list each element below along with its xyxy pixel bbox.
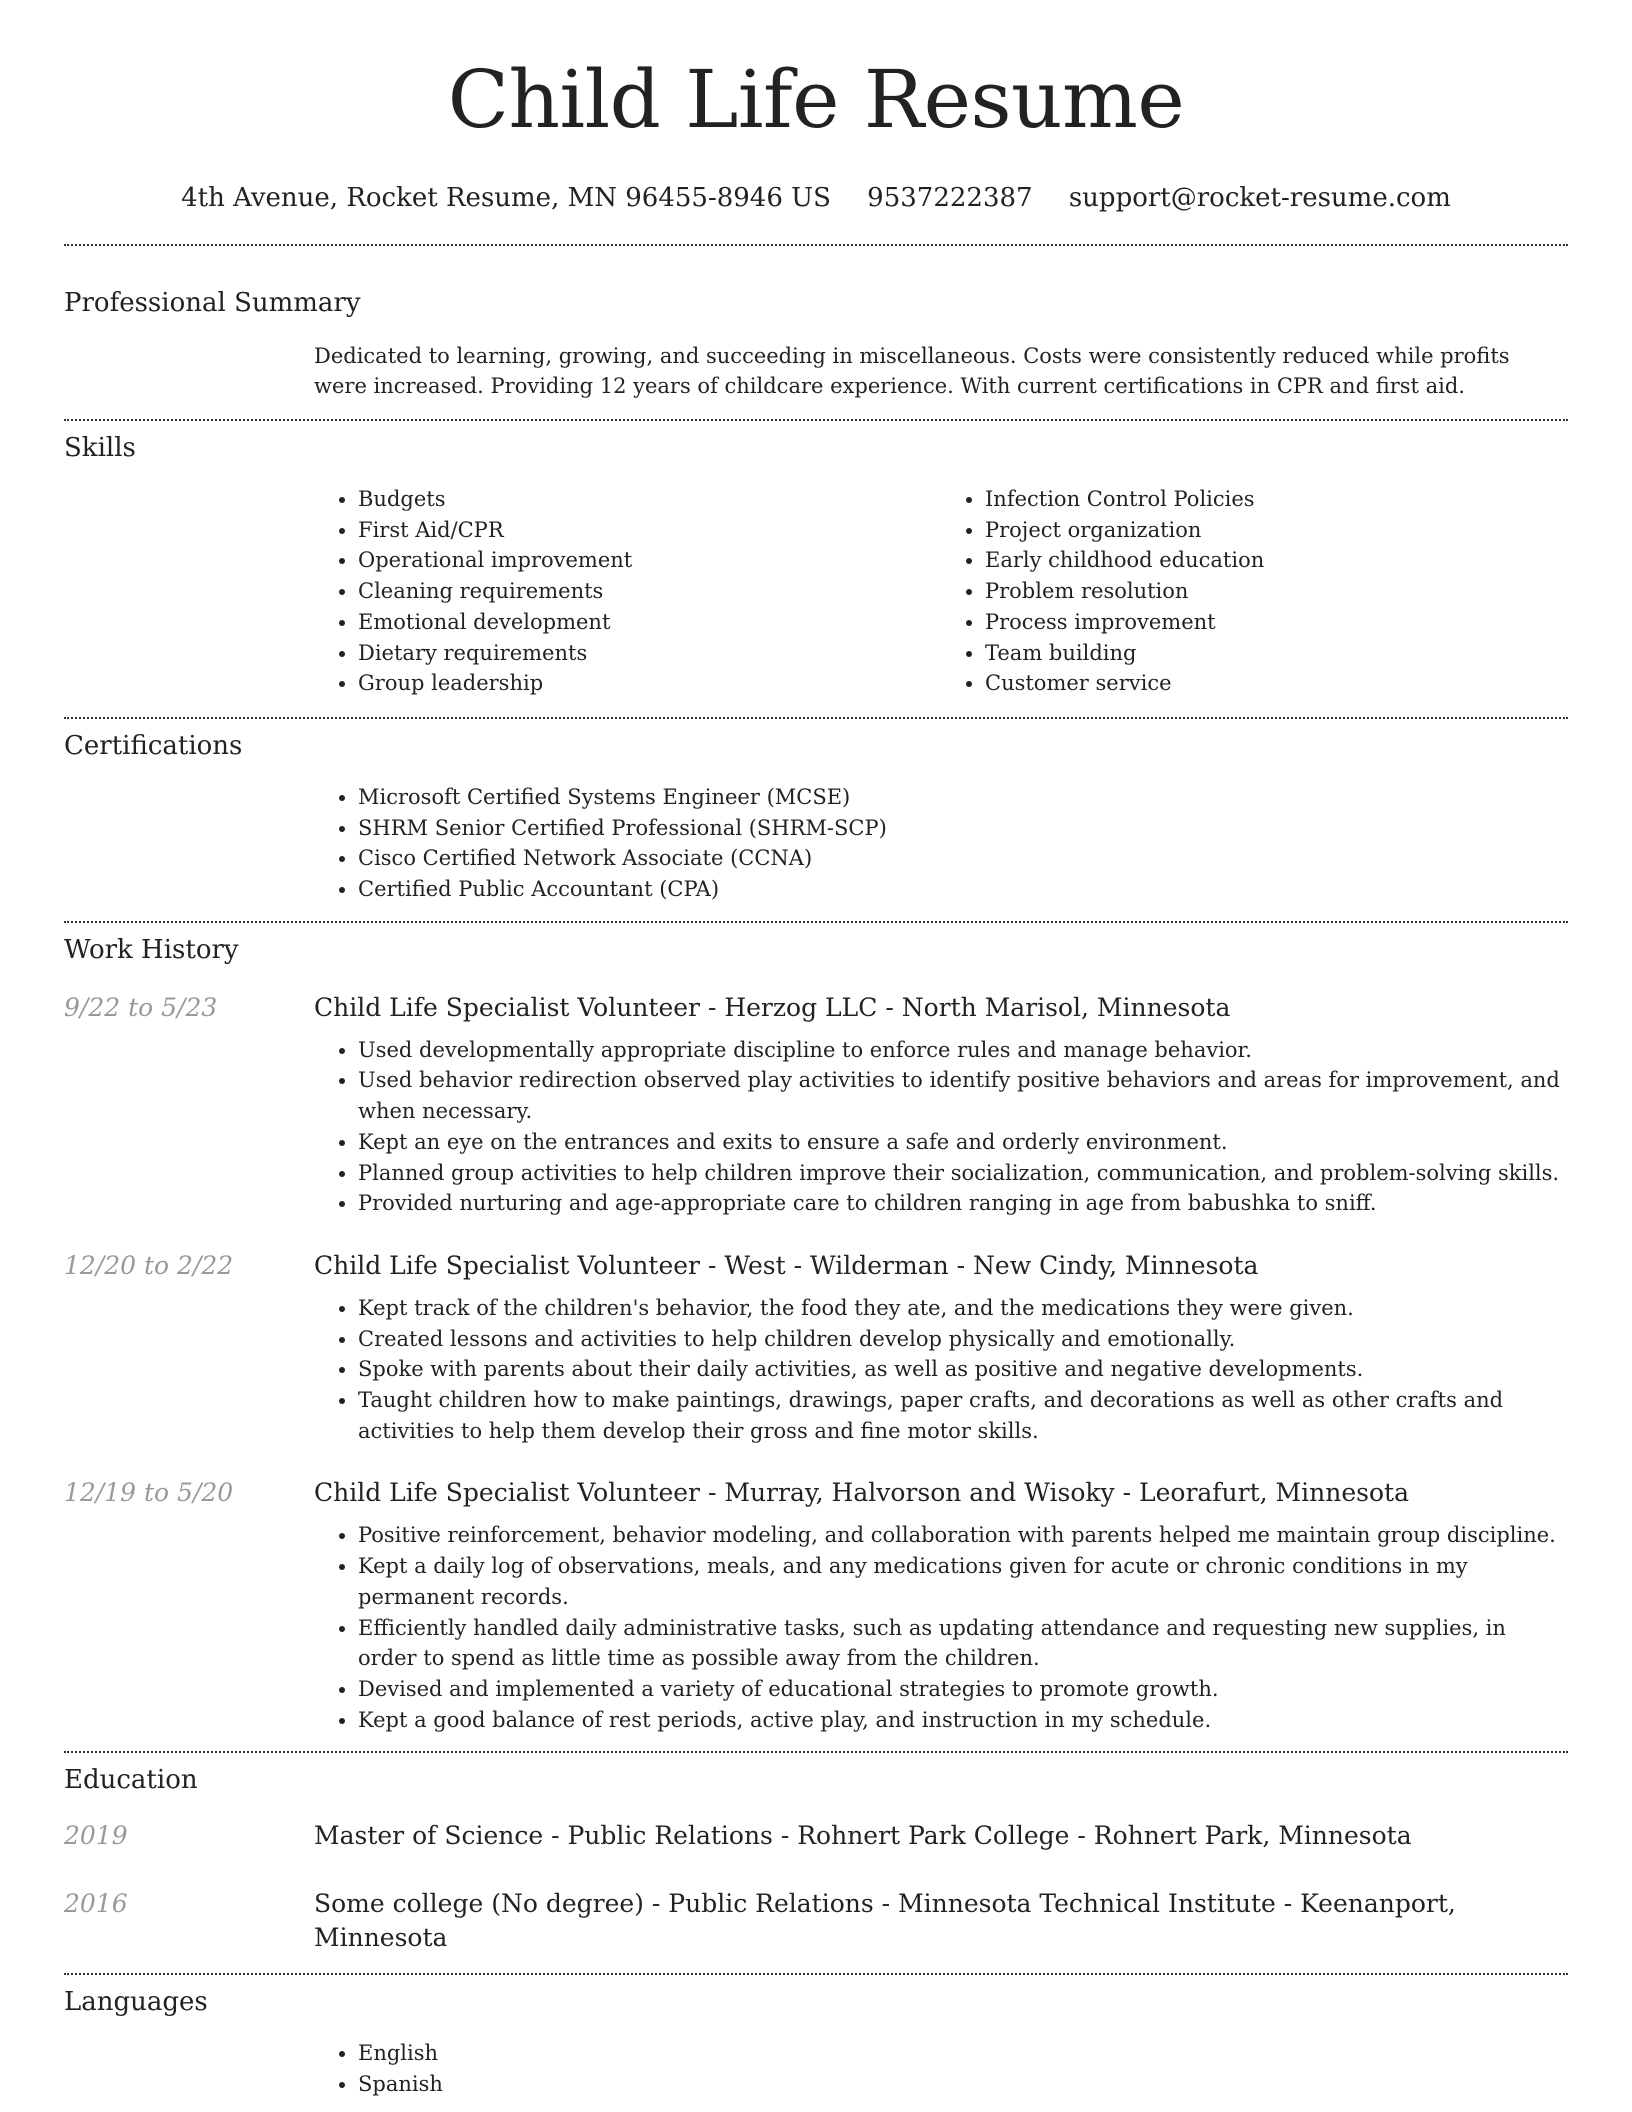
job-title: Child Life Specialist Volunteer - Herzog LLC - North Marisol, Minnesota bbox=[314, 992, 1231, 1022]
job-bullets bbox=[314, 1293, 1568, 1447]
skill-item: • Group leadership bbox=[358, 668, 941, 699]
education-date: 2019 bbox=[64, 1821, 128, 1851]
certification-item: • SHRM Senior Certified Professional (SHRM-SCP) bbox=[358, 813, 1568, 844]
job-bullet: • Provided nurturing and age-appropriate care to children ranging in age from babushka to sniff. bbox=[358, 1188, 1568, 1219]
certification-item: • Microsoft Certified Systems Engineer (MCSE) bbox=[358, 782, 1568, 813]
job-body bbox=[314, 1476, 1568, 1735]
job-bullets bbox=[314, 1035, 1568, 1219]
skill-item: • Cleaning requirements bbox=[358, 576, 941, 607]
skills-list-left bbox=[314, 484, 941, 699]
resume-title: Child Life Resume bbox=[447, 53, 1185, 146]
job-bullet: • Planned group activities to help children improve their socialization, communication, and problem-solving skills. bbox=[358, 1158, 1568, 1189]
certifications-list bbox=[314, 782, 1568, 905]
skill-item: • Early childhood education bbox=[985, 545, 1568, 576]
skill-item: • Team building bbox=[985, 638, 1568, 669]
skill-item: • Problem resolution bbox=[985, 576, 1568, 607]
section-title-summary: Professional Summary bbox=[64, 288, 361, 318]
phone-text: 9537222387 bbox=[867, 183, 1033, 213]
job-bullets bbox=[314, 1520, 1568, 1735]
job-bullet: • Created lessons and activities to help children develop physically and emotionally. bbox=[358, 1324, 1568, 1355]
job-entry bbox=[64, 991, 1568, 1219]
skill-item: • Emotional development bbox=[358, 607, 941, 638]
skills-grid bbox=[314, 484, 1568, 699]
summary-text: Dedicated to learning, growing, and succeeding in miscellaneous. Costs were consistently reduced while profits were increased. Providing 12 years of childcare experience. With current certifications in CPR and first aid. bbox=[314, 344, 1510, 398]
job-bullet: • Devised and implemented a variety of educational strategies to promote growth. bbox=[358, 1674, 1568, 1705]
job-date: 9/22 to 5/23 bbox=[64, 992, 218, 1022]
job-bullet: • Spoke with parents about their daily activities, as well as positive and negative developments. bbox=[358, 1354, 1568, 1385]
skill-item: • Process improvement bbox=[985, 607, 1568, 638]
languages-section bbox=[0, 1975, 1632, 2099]
job-body bbox=[314, 991, 1568, 1219]
education-entry bbox=[64, 1819, 1568, 1853]
job-bullet: • Used developmentally appropriate discipline to enforce rules and manage behavior. bbox=[358, 1035, 1568, 1066]
certifications-content bbox=[314, 782, 1568, 905]
job-title: Child Life Specialist Volunteer - West - Wilderman - New Cindy, Minnesota bbox=[314, 1250, 1259, 1280]
education-section bbox=[0, 1753, 1632, 1955]
job-bullet: • Positive reinforcement, behavior modeling, and collaboration with parents helped me maintain group discipline. bbox=[358, 1520, 1568, 1551]
section-title-certifications: Certifications bbox=[64, 730, 243, 761]
skill-item: • Project organization bbox=[985, 515, 1568, 546]
skill-item: • First Aid/CPR bbox=[358, 515, 941, 546]
skill-item: • Infection Control Policies bbox=[985, 484, 1568, 515]
languages-content bbox=[314, 2038, 1568, 2099]
certification-item: • Cisco Certified Network Associate (CCNA) bbox=[358, 843, 1568, 874]
email-text: support@rocket-resume.com bbox=[1068, 183, 1451, 213]
job-date: 12/19 to 5/20 bbox=[64, 1478, 234, 1508]
section-title-skills: Skills bbox=[64, 433, 136, 463]
job-bullet: • Taught children how to make paintings, drawings, paper crafts, and decorations as well as other crafts and activities to help them develop their gross and fine motor skills. bbox=[358, 1385, 1568, 1446]
job-bullet: • Efficiently handled daily administrative tasks, such as updating attendance and requesting new supplies, in order to spend as little time as possible away from the children. bbox=[358, 1613, 1568, 1674]
education-entry bbox=[64, 1887, 1568, 1955]
job-bullet: • Kept an eye on the entrances and exits to ensure a safe and orderly environment. bbox=[358, 1127, 1568, 1158]
summary-section bbox=[0, 246, 1632, 401]
certification-item: • Certified Public Accountant (CPA) bbox=[358, 874, 1568, 905]
skills-section bbox=[0, 421, 1632, 699]
skill-item: • Budgets bbox=[358, 484, 941, 515]
contact-line bbox=[0, 182, 1632, 214]
job-bullet: • Kept track of the children's behavior, the food they ate, and the medications they were given. bbox=[358, 1293, 1568, 1324]
language-item: • Spanish bbox=[358, 2069, 1568, 2100]
languages-list bbox=[314, 2038, 1568, 2099]
section-title-work: Work History bbox=[64, 934, 239, 965]
job-entry bbox=[64, 1249, 1568, 1447]
education-title: Some college (No degree) - Public Relations - Minnesota Technical Institute - Keenanport, Minnesota bbox=[314, 1889, 1456, 1953]
skill-item: • Customer service bbox=[985, 668, 1568, 699]
job-date: 12/20 to 2/22 bbox=[64, 1250, 234, 1280]
language-item: • English bbox=[358, 2038, 1568, 2069]
job-bullet: • Kept a good balance of rest periods, active play, and instruction in my schedule. bbox=[358, 1705, 1568, 1736]
job-bullet: • Used behavior redirection observed play activities to identify positive behaviors and areas for improvement, and when necessary. bbox=[358, 1065, 1568, 1126]
section-title-languages: Languages bbox=[64, 1987, 208, 2018]
skill-item: • Dietary requirements bbox=[358, 638, 941, 669]
education-title: Master of Science - Public Relations - Rohnert Park College - Rohnert Park, Minnesota bbox=[314, 1821, 1412, 1851]
skills-list-right bbox=[941, 484, 1568, 699]
address-text: 4th Avenue, Rocket Resume, MN 96455-8946 US bbox=[181, 183, 831, 213]
job-entry bbox=[64, 1476, 1568, 1735]
skill-item: • Operational improvement bbox=[358, 545, 941, 576]
job-title: Child Life Specialist Volunteer - Murray, Halvorson and Wisoky - Leorafurt, Minnesota bbox=[314, 1478, 1409, 1508]
education-date: 2016 bbox=[64, 1889, 128, 1919]
job-body bbox=[314, 1249, 1568, 1447]
work-history-section bbox=[0, 923, 1632, 1736]
certifications-section bbox=[0, 719, 1632, 905]
job-bullet: • Kept a daily log of observations, meals, and any medications given for acute or chronic conditions in my permanent records. bbox=[358, 1551, 1568, 1612]
section-title-education: Education bbox=[64, 1765, 198, 1796]
